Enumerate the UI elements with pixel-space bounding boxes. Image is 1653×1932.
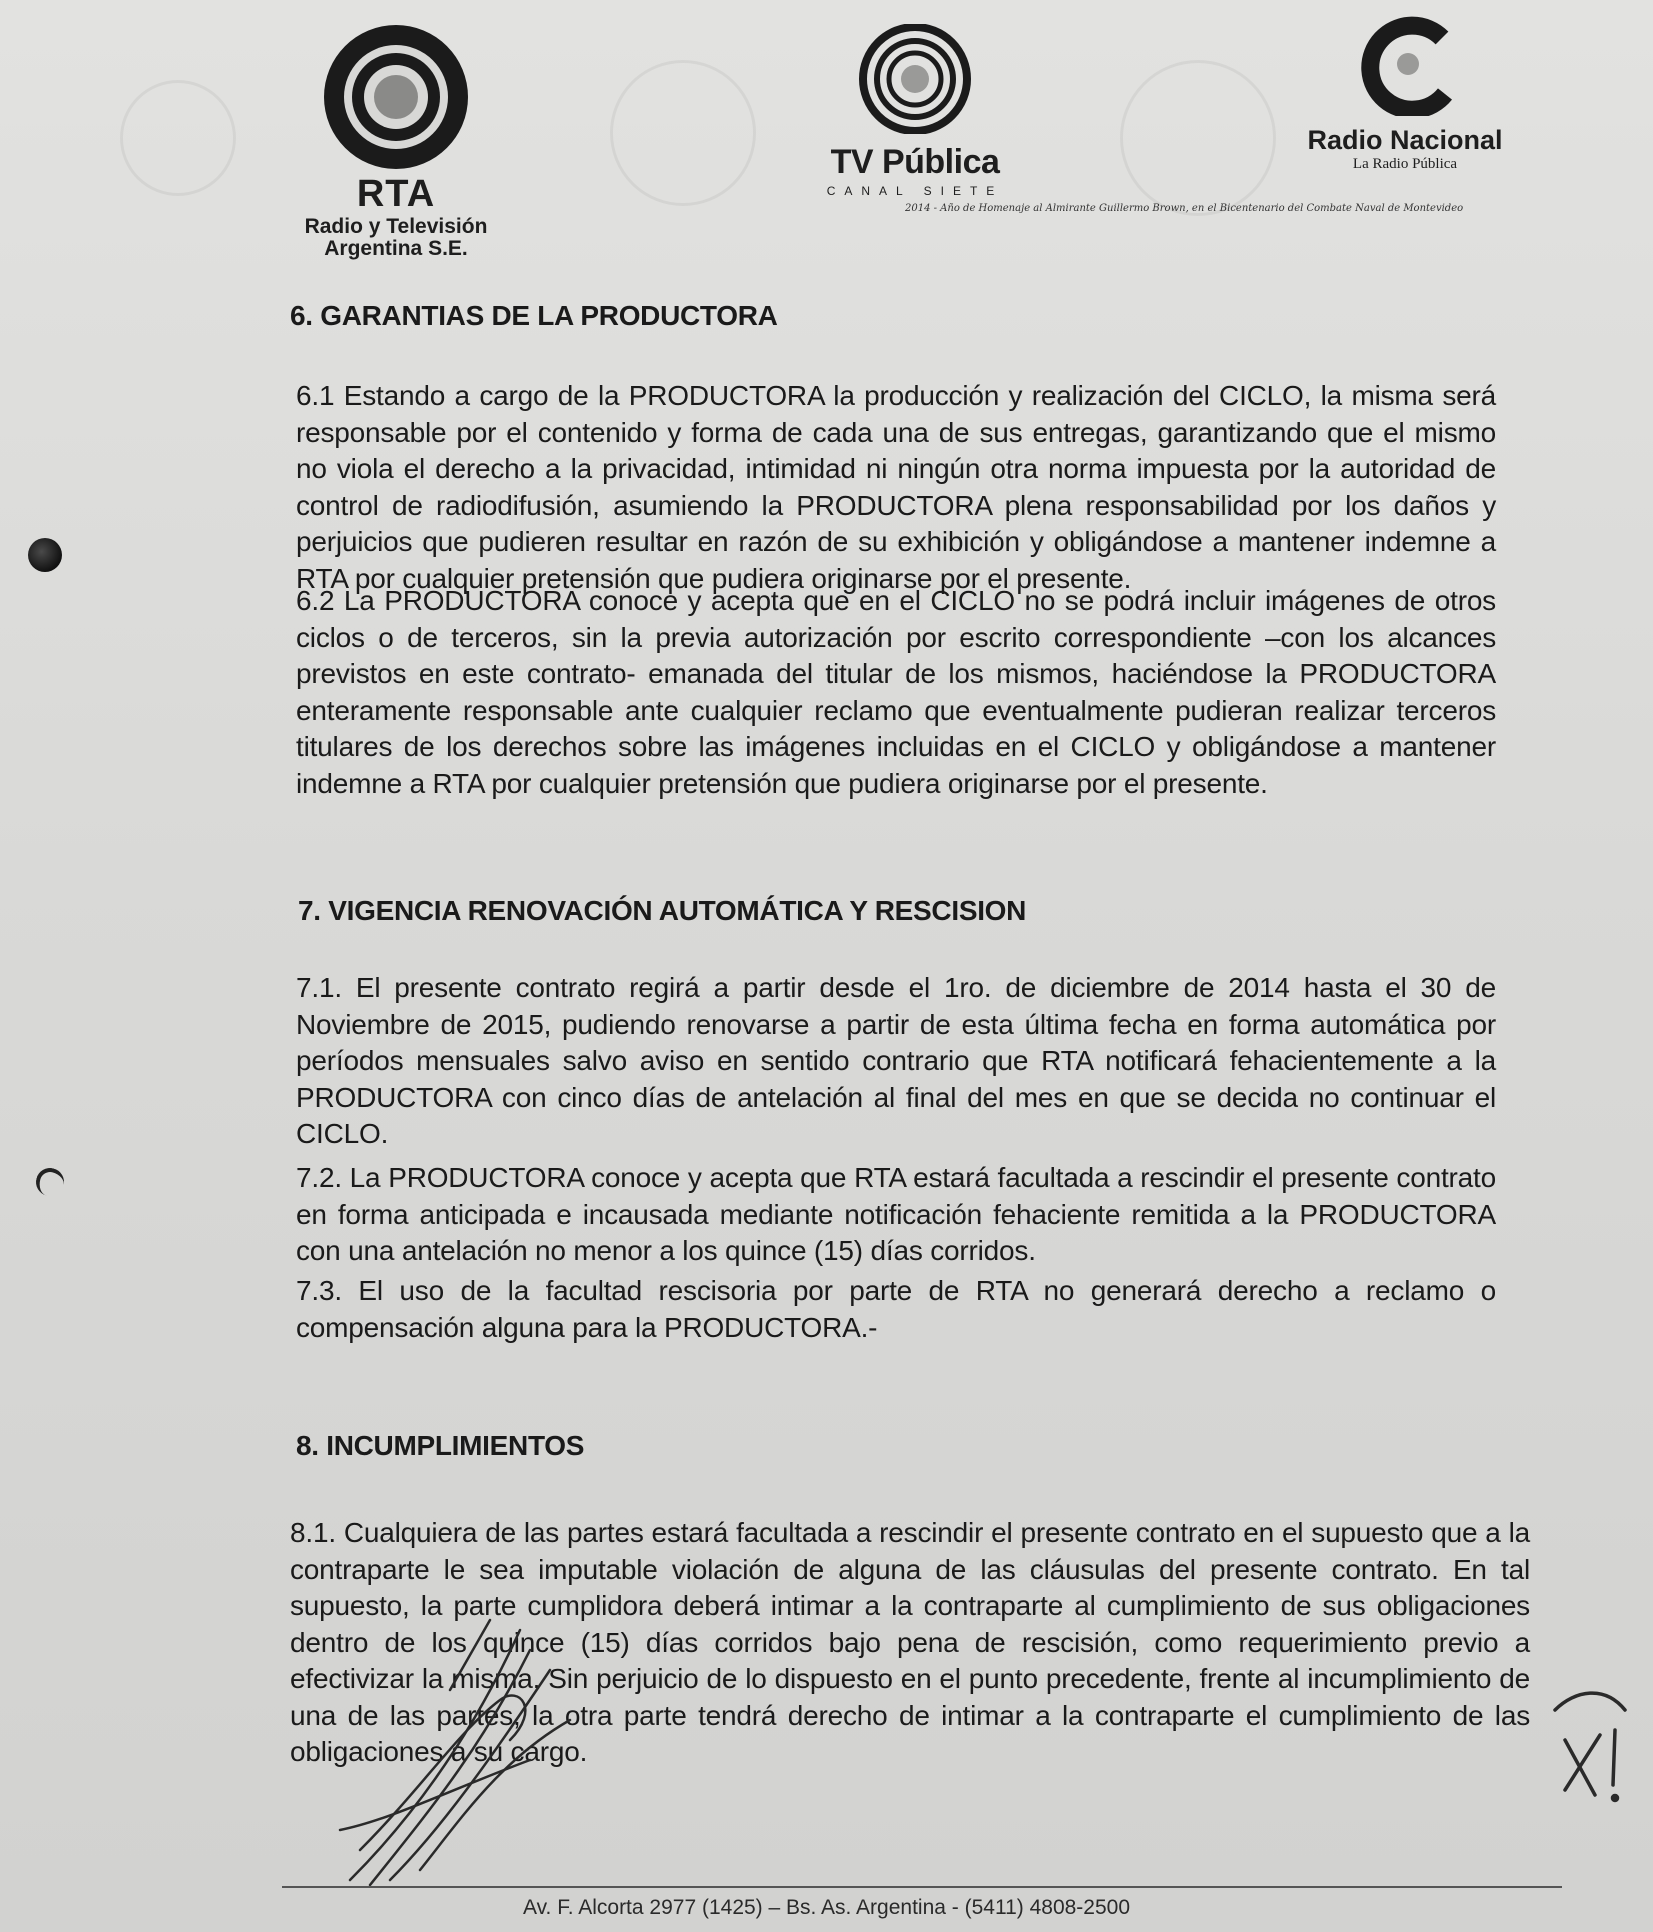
- rta-circle-icon: [306, 22, 486, 172]
- bleed-through-circle: [120, 80, 236, 196]
- tv-publica-circle-icon: [855, 24, 975, 134]
- radio-nacional-sub: La Radio Pública: [1352, 156, 1458, 172]
- tv-publica-sub: CANAL SIETE: [826, 184, 1004, 198]
- tv-publica-name: TV Pública: [830, 143, 1000, 181]
- margin-initials: [1545, 1680, 1635, 1820]
- bleed-through-circle: [1120, 60, 1276, 216]
- tv-publica-logo: [815, 24, 1015, 198]
- punch-hole: [28, 538, 62, 572]
- rta-name: RTA: [356, 173, 436, 215]
- clause-7-3: 7.3. El uso de la facultad rescisoria por parte de RTA no generará derecho a reclamo o compensación alguna para la PRODUCTORA.-: [296, 1275, 1496, 1343]
- rta-line2: Argentina S.E.: [324, 237, 468, 260]
- punch-hole-torn: [33, 1165, 67, 1199]
- clause-6-1: 6.1 Estando a cargo de la PRODUCTORA la producción y realización del CICLO, la misma será responsable por el contenido y forma de cada una de sus entregas, garantizando que el mismo no viola el derecho a la privacidad, intimidad ni ningún otra norma impuesta por la autoridad de control de radiodifusión, asumiendo la PRODUCTORA plena responsabilidad por los daños y perjuicios que pudieren resultar en razón de su exhibición y obligándose a mantener indemne a RTA por cualquier pretensión que pudiera originarse por el presente.: [296, 380, 1496, 594]
- section-7-title: 7. VIGENCIA RENOVACIÓN AUTOMÁTICA Y RESCISION: [298, 895, 1027, 926]
- rta-logo: [296, 22, 496, 260]
- footer-rule: [282, 1886, 1562, 1888]
- radio-nacional-c-icon: [1350, 16, 1460, 116]
- rta-line1: Radio y Televisión: [304, 215, 488, 238]
- radio-nacional-name: Radio Nacional: [1307, 125, 1503, 155]
- bleed-through-circle: [610, 60, 756, 206]
- header-motto: 2014 - Año de Homenaje al Almirante Guillermo Brown, en el Bicentenario del Combate Naval de Montevideo: [905, 203, 1464, 214]
- clause-6-2: 6.2 La PRODUCTORA conoce y acepta que en el CICLO no se podrá incluir imágenes de otros ciclos o de terceros, sin la previa autorización por escrito correspondiente –con los alcances previstos en este contrato- emanada del titular de los mismos, haciéndose la PRODUCTORA enteramente responsable ante cualquier reclamo que eventualmente pudieran realizar terceros titulares de los derechos sobre las imágenes incluidas en el CICLO y obligándose a mantener indemne a RTA por cualquier pretensión que pudiera originarse por el presente.: [296, 585, 1496, 799]
- clause-8-1: 8.1. Cualquiera de las partes estará facultada a rescindir el presente contrato en el supuesto que a la contraparte le sea imputable violación de alguna de las cláusulas del presente contrato. En tal supuesto, la parte cumplidora deberá intimar a la contraparte al cumplimiento de sus obligaciones dentro de los quince (15) días corridos bajo pena de rescisión, como requerimiento previo a efectivizar la misma. Sin perjuicio de lo dispuesto en el punto precedente, frente al incumplimiento de una de las partes, la otra parte tendrá derecho de intimar a la contraparte el cumplimiento de las obligaciones a su cargo.: [290, 1517, 1530, 1767]
- clause-7-1: 7.1. El presente contrato regirá a partir desde el 1ro. de diciembre de 2014 hasta el 30 de Noviembre de 2015, pudiendo renovarse a partir de esta última fecha en forma automática por períodos mensuales salvo aviso en sentido contrario que RTA notificará fehacientemente a la PRODUCTORA con cinco días de antelación al final del mes en que se decida no continuar el CICLO.: [296, 972, 1496, 1149]
- section-8-title: 8. INCUMPLIMIENTOS: [296, 1430, 585, 1461]
- clause-7-2: 7.2. La PRODUCTORA conoce y acepta que RTA estará facultada a rescindir el presente contrato en forma anticipada e incausada mediante notificación fehaciente remitida a la PRODUCTORA con una antelación no menor a los quince (15) días corridos.: [296, 1162, 1496, 1266]
- section-6-title: 6. GARANTIAS DE LA PRODUCTORA: [290, 300, 778, 331]
- footer-address: Av. F. Alcorta 2977 (1425) – Bs. As. Argentina - (5411) 4808-2500: [522, 1896, 1131, 1919]
- radio-nacional-logo: [1285, 16, 1525, 173]
- signature-scribble: [330, 1590, 590, 1890]
